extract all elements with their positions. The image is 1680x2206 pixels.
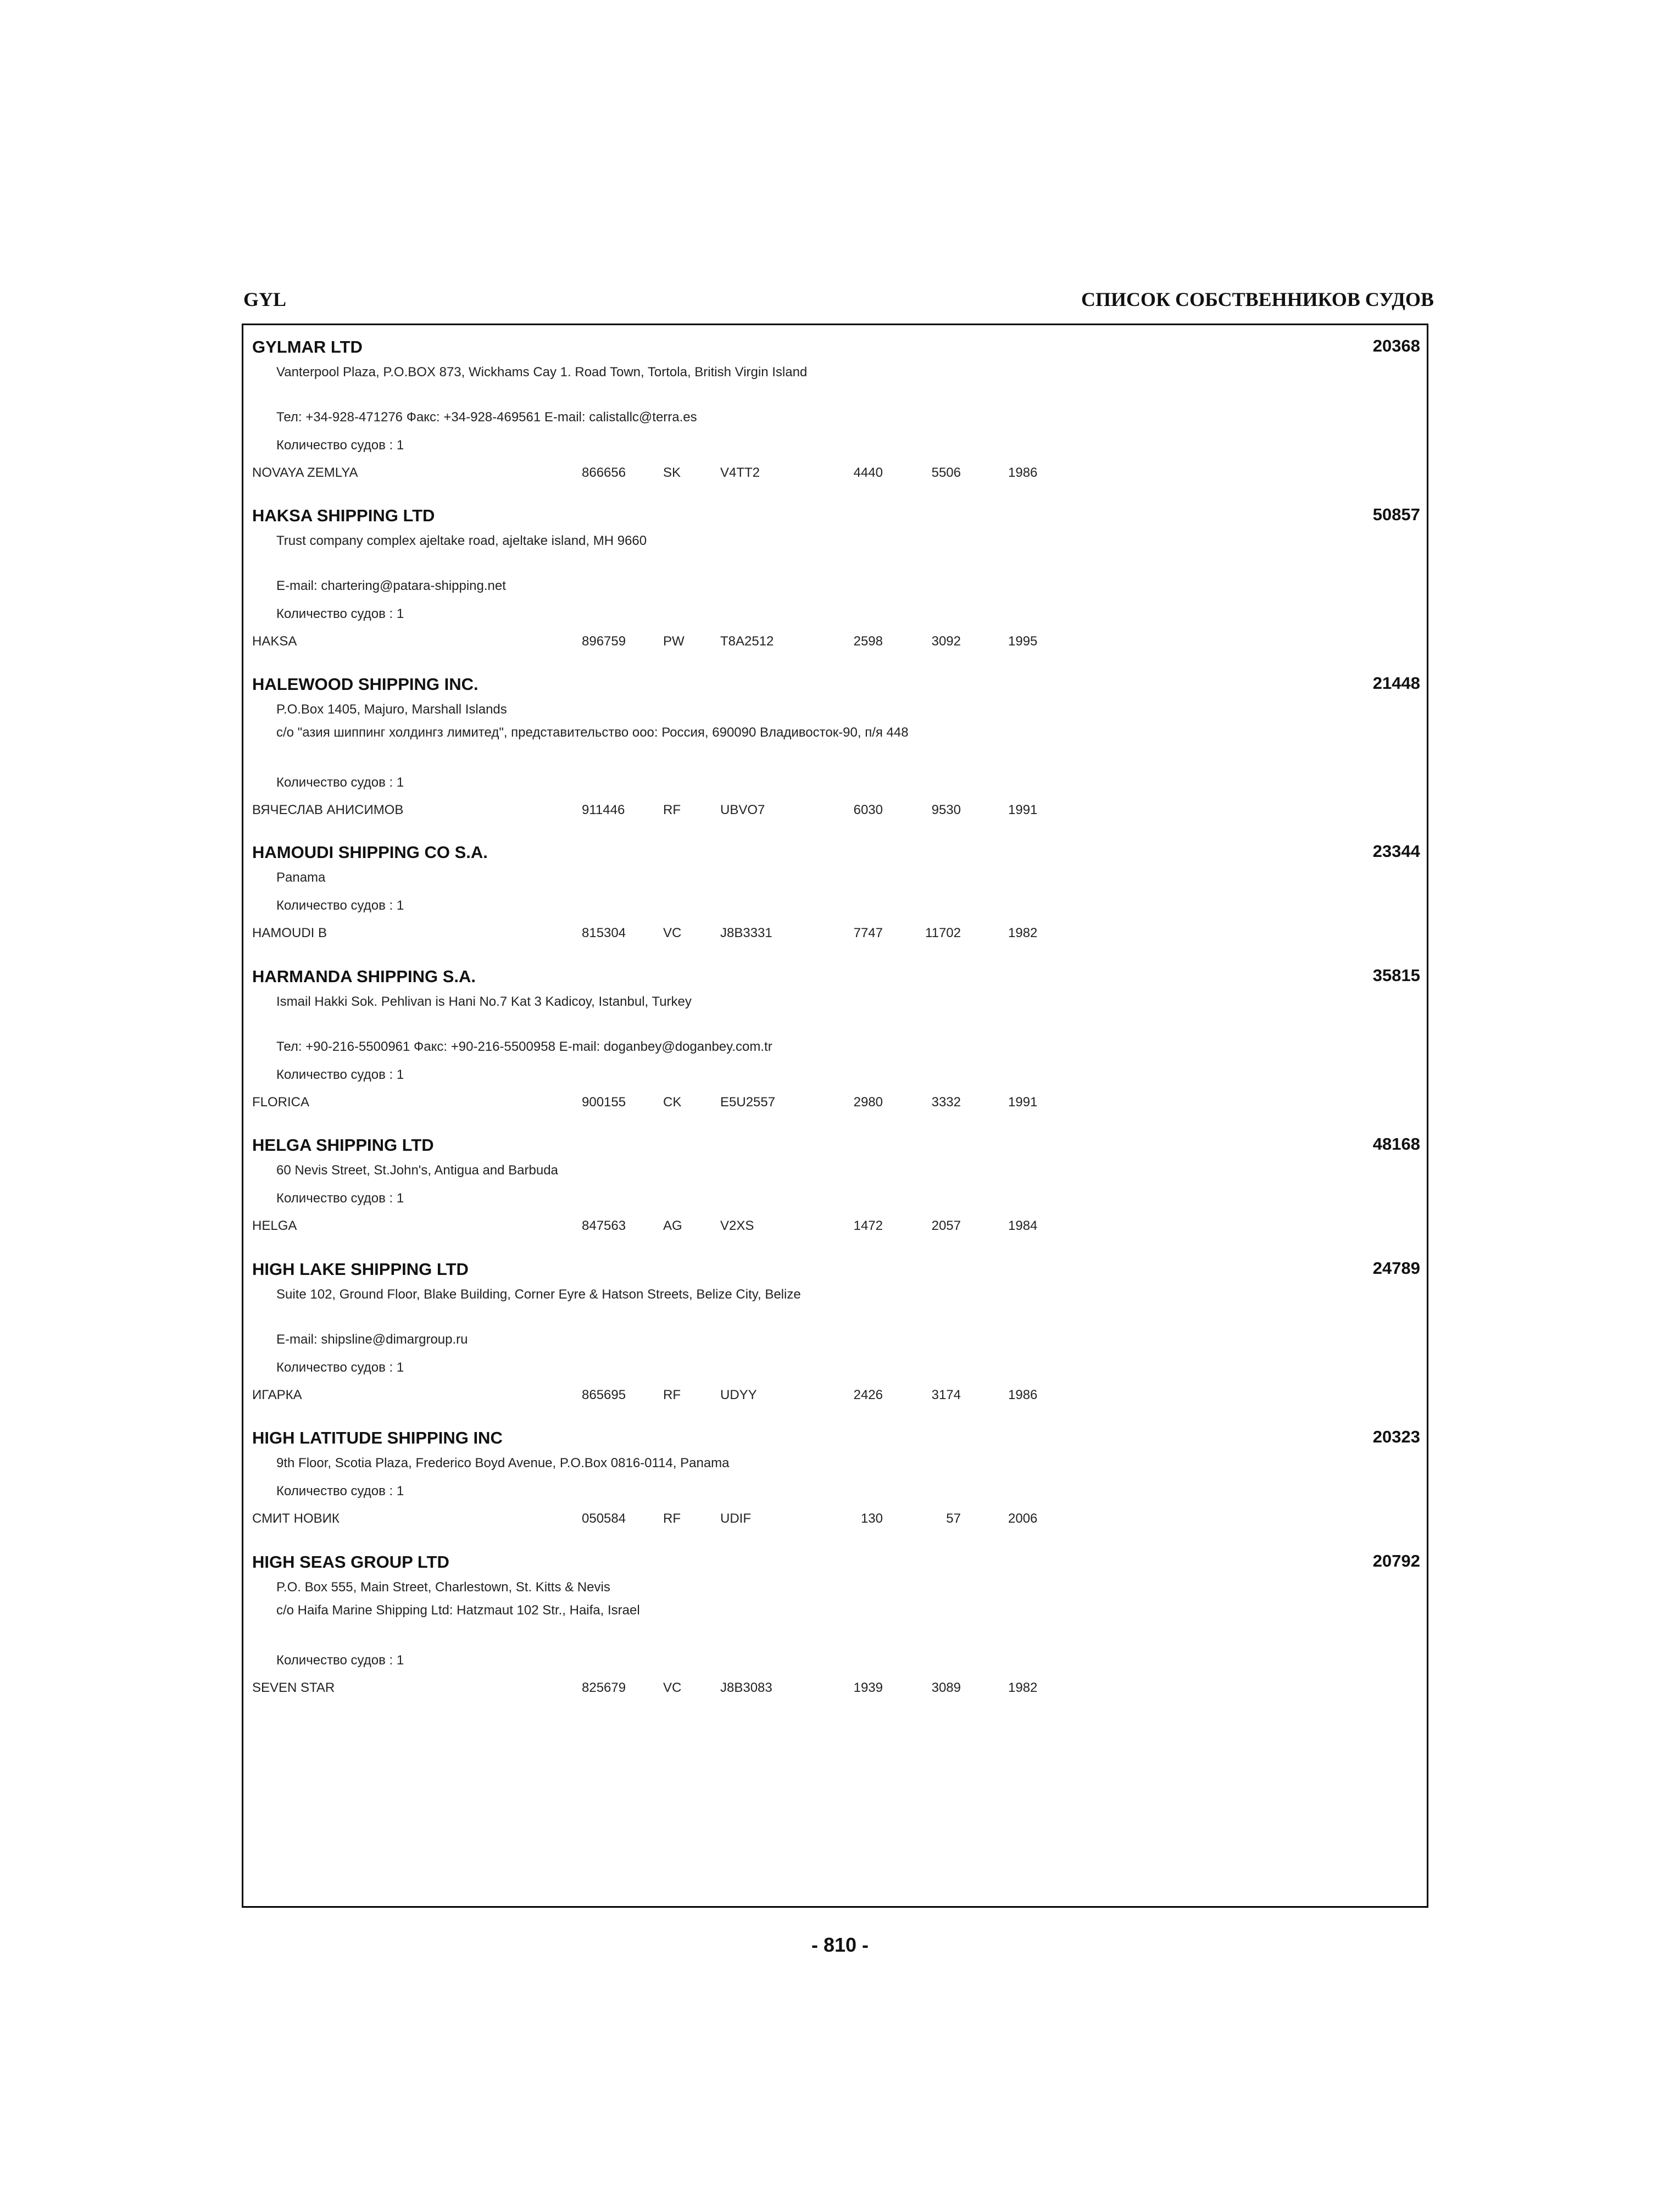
ship-name: HAMOUDI B [252,926,327,940]
ship-callsign: V4TT2 [720,465,760,480]
ship-deadweight: 3092 [931,634,961,649]
ship-count: Количество судов : 1 [276,775,404,790]
ship-gross-tonnage: 2426 [853,1388,883,1402]
owner-name: HAKSA SHIPPING LTD [252,506,435,525]
ship-name: ИГАРКА [252,1388,302,1402]
ship-count: Количество судов : 1 [276,606,404,621]
ship-year: 1986 [1008,1388,1038,1402]
ship-count: Количество судов : 1 [276,1191,404,1206]
ship-callsign: UDIF [720,1511,751,1526]
owner-entry [243,336,1427,480]
owner-code: 48168 [1372,1134,1420,1154]
owner-address: Vanterpool Plaza, P.O.BOX 873, Wickhams Cay 1. Road Town, Tortola, British Virgin Island [276,365,808,380]
owner-address-secondary: c/o Haifa Marine Shipping Ltd: Hatzmaut 102 Str., Haifa, Israel [276,1603,640,1618]
owner-name: GYLMAR LTD [252,337,363,356]
ship-count: Количество судов : 1 [276,1067,404,1082]
ship-imo: 825679 [582,1680,626,1695]
ship-deadweight: 3174 [931,1388,961,1402]
ship-flag: RF [663,803,681,817]
ship-gross-tonnage: 7747 [853,926,883,940]
ship-deadweight: 57 [946,1511,961,1526]
ship-imo: 900155 [582,1095,626,1110]
ship-imo: 865695 [582,1388,626,1402]
owner-name: HIGH LAKE SHIPPING LTD [252,1260,469,1279]
owner-name: HIGH LATITUDE SHIPPING INC [252,1428,503,1447]
ship-deadweight: 5506 [931,465,961,480]
owner-contact: Тел: +90-216-5500961 Факс: +90-216-5500958 E-mail: doganbey@doganbey.com.tr [276,1039,772,1054]
owner-code: 21448 [1372,673,1420,693]
ship-gross-tonnage: 2598 [853,634,883,649]
owner-address: 60 Nevis Street, St.John's, Antigua and Barbuda [276,1163,558,1178]
ship-gross-tonnage: 4440 [853,465,883,480]
ship-deadweight: 2057 [931,1218,961,1233]
ship-count: Количество судов : 1 [276,898,404,913]
ship-imo: 866656 [582,465,626,480]
ship-gross-tonnage: 2980 [853,1095,883,1110]
ship-gross-tonnage: 1939 [853,1680,883,1695]
ship-imo: 847563 [582,1218,626,1233]
owner-address: P.O. Box 555, Main Street, Charlestown, St. Kitts & Nevis [276,1580,610,1595]
owners-list-frame [242,324,1428,1908]
owner-code: 20792 [1372,1551,1420,1570]
ship-callsign: T8A2512 [720,634,774,649]
owner-code: 20323 [1372,1427,1420,1446]
owner-name: HIGH SEAS GROUP LTD [252,1552,449,1572]
ship-year: 1991 [1008,803,1038,817]
owner-code: 50857 [1372,505,1420,524]
ship-name: FLORICA [252,1095,310,1110]
header-title: СПИСОК СОБСТВЕННИКОВ СУДОВ [1081,288,1434,310]
owner-address: P.O.Box 1405, Majuro, Marshall Islands [276,702,507,717]
ship-deadweight: 3332 [931,1095,961,1110]
ship-name: HELGA [252,1218,297,1233]
ship-callsign: UBVO7 [720,803,765,817]
owner-name: HARMANDA SHIPPING S.A. [252,967,476,986]
owner-code: 35815 [1372,966,1420,985]
owner-address: Suite 102, Ground Floor, Blake Building, Corner Eyre & Hatson Streets, Belize City, Belize [276,1287,801,1302]
ship-callsign: J8B3083 [720,1680,772,1695]
owner-address: 9th Floor, Scotia Plaza, Frederico Boyd Avenue, P.O.Box 0816-0114, Panama [276,1456,730,1470]
owner-contact: E-mail: shipsline@dimargroup.ru [276,1332,468,1347]
owner-contact: Тел: +34-928-471276 Факс: +34-928-469561 E-mail: calistallc@terra.es [276,410,697,425]
ship-year: 1991 [1008,1095,1038,1110]
owner-name: HELGA SHIPPING LTD [252,1135,434,1155]
ship-flag: CK [663,1095,682,1110]
ship-name: SEVEN STAR [252,1680,335,1695]
owner-address: Panama [276,870,326,885]
ship-callsign: E5U2557 [720,1095,776,1110]
owner-name: HALEWOOD SHIPPING INC. [252,675,479,694]
ship-gross-tonnage: 1472 [853,1218,883,1233]
owner-name: HAMOUDI SHIPPING CO S.A. [252,843,488,862]
ship-flag: RF [663,1388,681,1402]
ship-flag: PW [663,634,685,649]
ship-imo: 911446 [582,803,625,817]
ship-year: 1995 [1008,634,1038,649]
owner-entry [243,1551,1427,1695]
owner-entry [243,1258,1427,1402]
owner-contact: E-mail: chartering@patara-shipping.net [276,578,506,593]
ship-year: 1982 [1008,1680,1038,1695]
ship-deadweight: 3089 [931,1680,961,1695]
ship-name: NOVAYA ZEMLYA [252,465,358,480]
ship-imo: 050584 [582,1511,626,1526]
owner-entry [243,1134,1427,1233]
ship-imo: 896759 [582,634,626,649]
ship-count: Количество судов : 1 [276,1653,404,1668]
owner-code: 24789 [1372,1258,1420,1278]
ship-flag: RF [663,1511,681,1526]
ship-name: СМИТ НОВИК [252,1511,340,1526]
owner-entry [243,842,1427,940]
owner-entry [243,505,1427,649]
ship-imo: 815304 [582,926,626,940]
owner-code: 23344 [1372,842,1420,861]
owner-code: 20368 [1372,336,1420,355]
ship-year: 2006 [1008,1511,1038,1526]
ship-flag: AG [663,1218,682,1233]
ship-callsign: V2XS [720,1218,754,1233]
ship-name: ВЯЧЕСЛАВ АНИСИМОВ [252,803,404,817]
ship-count: Количество судов : 1 [276,1484,404,1498]
ship-year: 1982 [1008,926,1038,940]
owner-entry [243,966,1427,1110]
ship-name: HAKSA [252,634,297,649]
ship-count: Количество судов : 1 [276,438,404,453]
owner-entry [243,673,1427,817]
ship-deadweight: 9530 [931,803,961,817]
page-number: - 810 - [811,1934,869,1956]
owner-address: Ismail Hakki Sok. Pehlivan is Hani No.7 Kat 3 Kadicoy, Istanbul, Turkey [276,994,692,1009]
ship-flag: SK [663,465,681,480]
ship-gross-tonnage: 130 [860,1511,883,1526]
owner-address-secondary: c/o "азия шиппинг холдингз лимитед", представительство ооо: Россия, 690090 Владивосток-90, п/я 448 [276,725,909,740]
ship-year: 1986 [1008,465,1038,480]
owner-entry [243,1427,1427,1526]
owner-address: Trust company complex ajeltake road, ajeltake island, MH 9660 [276,533,647,548]
ship-count: Количество судов : 1 [276,1360,404,1375]
ship-callsign: UDYY [720,1388,757,1402]
header-section-code: GYL [243,288,287,310]
ship-flag: VC [663,1680,682,1695]
ship-year: 1984 [1008,1218,1038,1233]
ship-flag: VC [663,926,682,940]
ship-deadweight: 11702 [925,926,961,940]
ship-gross-tonnage: 6030 [853,803,883,817]
ship-callsign: J8B3331 [720,926,772,940]
